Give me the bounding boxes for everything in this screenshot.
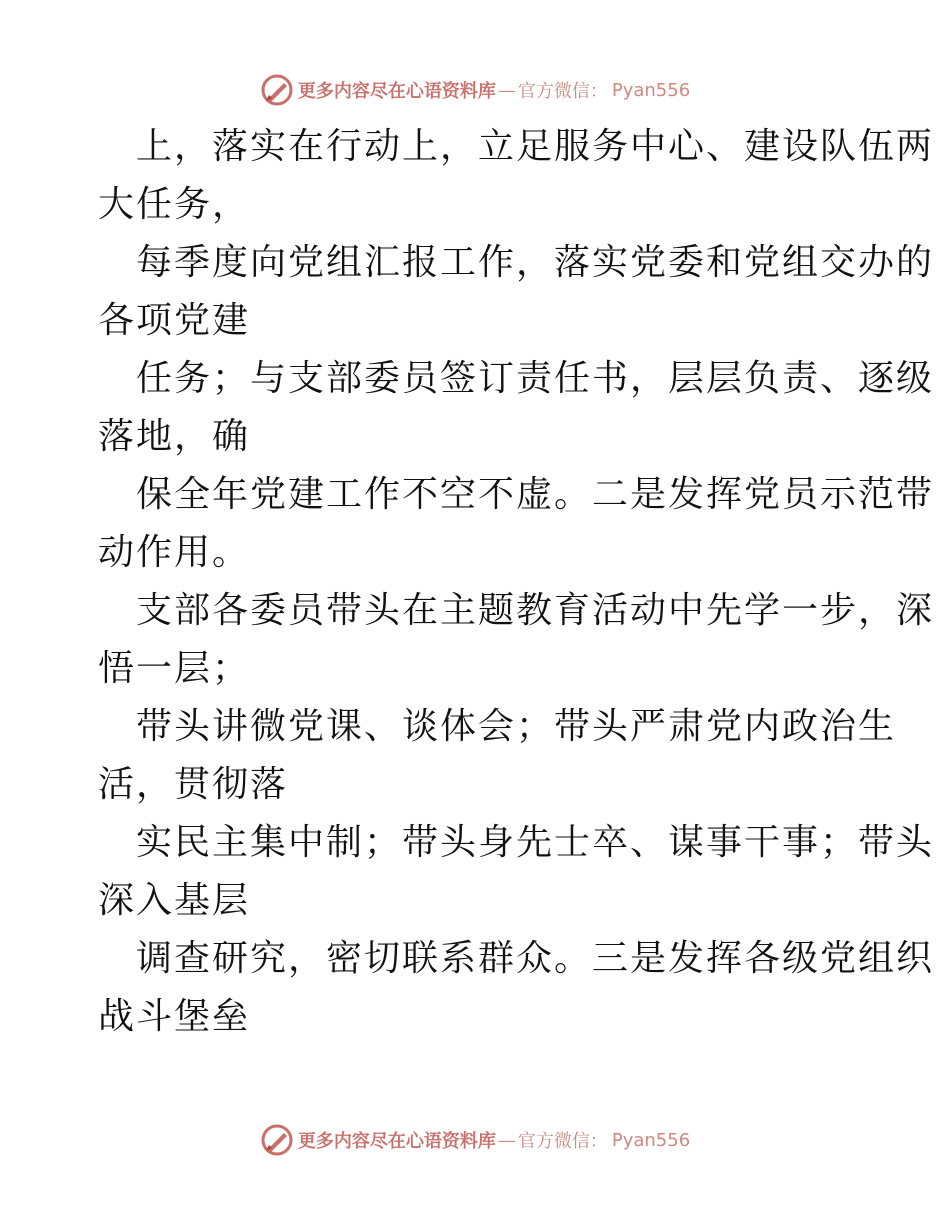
paragraph-line: 活，贯彻落 [98, 764, 289, 805]
watermark-wechat-id: Pyan556 [611, 79, 691, 101]
paragraph [98, 118, 935, 234]
pen-logo-icon [260, 73, 294, 107]
pen-logo-icon [260, 1123, 294, 1157]
paragraph-line: 每季度向党组汇报工作，落实党委和党组交办的 [136, 242, 935, 283]
paragraph-line: 实民主集中制；带头身先士卒、谋事干事；带头 [136, 822, 935, 863]
watermark-wechat-label: 官方微信： [517, 81, 608, 102]
paragraph-line: 保全年党建工作不空不虚。二是发挥党员示范带 [136, 474, 935, 515]
paragraph-line: 带头讲微党课、谈体会；带头严肃党内政治生 [136, 706, 897, 747]
watermark-brand: 更多内容尽在心语资料库 [297, 81, 496, 102]
paragraph-line: 落地，确 [98, 416, 251, 457]
paragraph-line: 任务；与支部委员签订责任书，层层负责、逐级 [136, 358, 935, 399]
watermark-separator: — [497, 79, 516, 101]
paragraph-line: 深入基层 [98, 880, 251, 921]
paragraph-line: 悟一层； [98, 648, 251, 689]
paragraph-line: 调查研究，密切联系群众。三是发挥各级党组织 [136, 938, 935, 979]
watermark-wechat-label: 官方微信： [517, 1131, 608, 1152]
document-body [98, 118, 935, 1046]
header-watermark [0, 70, 950, 110]
paragraph [98, 234, 935, 350]
paragraph [98, 350, 935, 466]
paragraph-line: 支部各委员带头在主题教育活动中先学一步，深 [136, 590, 935, 631]
paragraph [98, 698, 897, 814]
paragraph-line: 上，落实在行动上，立足服务中心、建设队伍两 [136, 126, 935, 167]
watermark-separator: — [497, 1129, 516, 1151]
paragraph-line: 各项党建 [98, 300, 251, 341]
paragraph-line: 动作用。 [98, 532, 251, 573]
watermark-wechat-id: Pyan556 [611, 1129, 691, 1151]
paragraph [98, 582, 935, 698]
paragraph [98, 930, 935, 1046]
watermark-brand: 更多内容尽在心语资料库 [297, 1131, 496, 1152]
paragraph-line: 大任务， [98, 184, 251, 225]
paragraph-line: 战斗堡垒 [98, 996, 251, 1037]
paragraph [98, 814, 935, 930]
footer-watermark [0, 1120, 950, 1160]
paragraph [98, 466, 935, 582]
